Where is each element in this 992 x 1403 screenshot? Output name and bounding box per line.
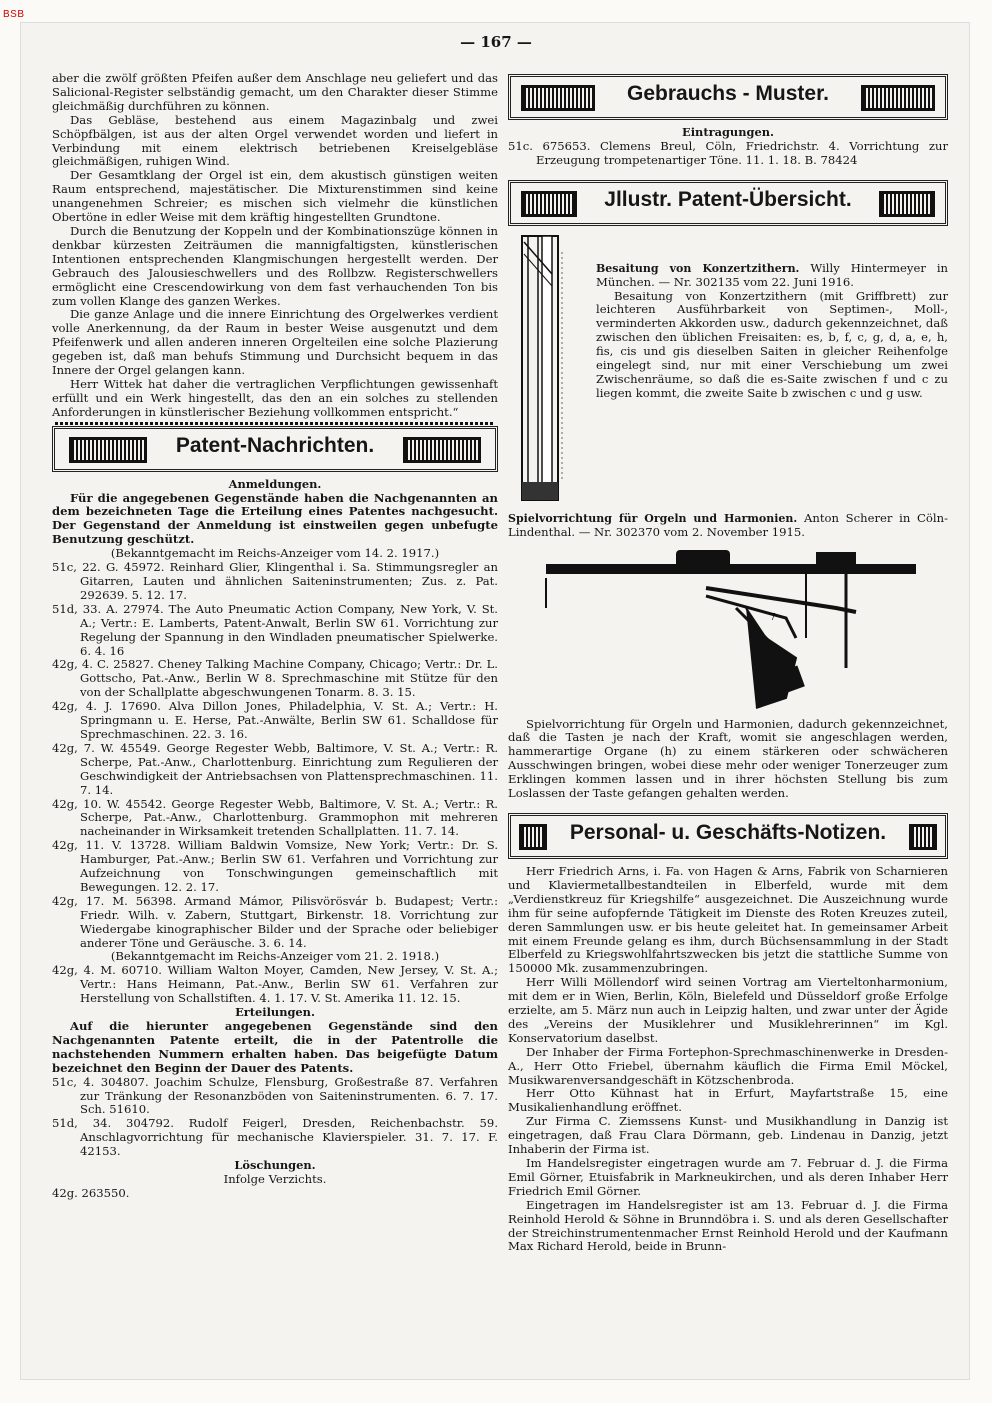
zither-holder: Willy Hintermeyer in München. — Nr. 302135 vom 22. Juni 1916. [596, 260, 949, 289]
publication-notice: (Bekanntgemacht im Reichs-Anzeiger vom 14. 2. 1917.) [110, 546, 440, 561]
intro-paragraph: aber die zwölf größten Pfeifen außer dem Anschlage neu geliefert und das Salicional-Register selbständig gemacht, um den Charakter dieser Stimme gleichmäßig durchführen zu können. [52, 71, 498, 113]
loeschungen-heading: Löschungen. [234, 1158, 316, 1173]
organ-mechanism-diagram [536, 548, 916, 716]
library-tag: BSB [3, 9, 25, 20]
section-title: Patent-Nachrichten. [170, 434, 380, 457]
zither-description: Besaitung von Konzertzithern (mit Griffbrett) zur leichteren Ausführbarkeit von Septimen-, Moll-, verminderten Akkorden usw., dadurch gekennzeichnet, daß zwischen den üblichen Freisaiten: es, b, f, c, g, d, a, e, h, fis, cis und gis dieselben Saiten in gleicher Reihenfolge eingelegt sind, nur mit einer Verschiebung um zwei Zwischenräume, so daß die es-Saite zwischen f und c zu liegen kommt, die zweite Saite b zwischen c und g usw. [596, 288, 948, 400]
erteilungen-intro: Auf die hierunter angegebenen Gegenstände sind den Nachgenannten Patente erteilt, die in der Patentrolle die nachstehenden Nummern erhalten haben. Das beigefügte Datum bezeichnet den Beginn der Dauer des Patents. [52, 1019, 498, 1075]
intro-paragraph: Die ganze Anlage und die innere Einrichtung des Orgelwerkes verdient volle Anerkennung, da der Raum in bester Weise ausgenutzt und dem Pfeifenwerk und allen anderen inneren Orgelteilen eine solche Plazierung gegeben ist, daß man behufs Stimmung und Durchsicht bequem in das Innere der Orgel gelangen kann. [52, 307, 498, 378]
patent-entry: 42g, 4. J. 17690. Alva Dillon Jones, Philadelphia, V. St. A.; Vertr.: H. Springmann u. E. Herse, Pat.-Anwälte, Berlin SW 61. Schalldose für Sprechmaschinen. 22. 3. 16. [52, 699, 498, 741]
anmeldungen-intro: Für die angegebenen Gegenstände haben die Nachgenannten an dem bezeichneten Tage die Erteilung eines Patentes nachgesucht. Der Gegenstand der Anmeldung ist einstweilen gegen unbefugte Benutzung geschützt. [52, 490, 498, 547]
anmeldungen-heading: Anmeldungen. [228, 476, 322, 491]
personal-notizen-header [508, 813, 948, 859]
patent-entry: 42g, 7. W. 45549. George Regester Webb, Baltimore, V. St. A.; Vertr.: R. Scherpe, Pat.-Anw., Charlottenburg. Einrichtung zum Regulieren der Geschwindigkeit der Antriebsachsen von Plattensprechmaschinen. 11. 7. 14. [52, 740, 498, 797]
patent-entry: 51c, 22. G. 45972. Reinhard Glier, Klingenthal i. Sa. Stimmungsregler an Gitarren, Lauten und ähnlichen Saiteninstrumenten; Zus. z. Pat. 292639. 5. 12. 17. [52, 560, 498, 602]
patent-nachrichten-header [52, 426, 498, 472]
patent-entry: 42g, 17. M. 56398. Armand Mámor, Pilisvörösvár b. Budapest; Vertr.: Friedr. Wilh. v. Zabern, Stuttgart, Birkenstr. 18. Vorrichtung zur Wiedergabe kinographischer Bilder und der Sprache oder beliebiger anderer Töne und Geräusche. 3. 6. 14. [52, 893, 498, 950]
patent-entry: 42g, 11. V. 13728. William Baldwin Vomsize, New York; Vertr.: Dr. S. Hamburger, Pat.-Anw.; Berlin SW 61. Verfahren und Vorrichtung zur Aufzeichnung von Tonschwingungen gemeinschaftlich mit Bewegungen. 12. 2. 17. [52, 838, 498, 894]
notice-paragraph: Der Inhaber der Firma Fortephon-Sprechmaschinenwerke in Dresden-A., Herr Otto Friebel, übernahm käuflich die Firma Emil Möckel, Musikwarenversandgeschäft in Kötzschenbroda. [508, 1044, 948, 1087]
zither-diagram [512, 232, 572, 510]
publication-notice: (Bekanntgemacht im Reichs-Anzeiger vom 21. 2. 1918.) [110, 949, 440, 964]
zither-block [508, 232, 948, 512]
patent-entry: 51c, 4. 304807. Joachim Schulze, Flensburg, Großestraße 87. Verfahren zur Tränkung der Resonanzböden von Saiteninstrumenten. 6. 7. 17. Sch. 51610. [52, 1074, 498, 1117]
patent-entry: 42g, 4. C. 25827. Cheney Talking Machine Company, Chicago; Vertr.: Dr. L. Gottscho, Pat.-Anw., Berlin W 8. Sprechmaschine mit Stütze für den von der Schallplatte abgeschwungenen Tonarm. 8. 3. 15. [52, 657, 498, 700]
section-title: Jllustr. Patent-Übersicht. [598, 188, 857, 211]
patent-entry: 42g, 10. W. 45542. George Regester Webb, Baltimore, V. St. A.; Vertr.: R. Scherpe, Pat.-Anw., Charlottenburg. Grammophon mit mehreren nacheinander in Wirksamkeit tretenden Schallplatten. 11. 7. 14. [52, 796, 498, 839]
eintragungen-heading: Eintragungen. [682, 125, 774, 139]
notice-paragraph: Herr Otto Kühnast hat in Erfurt, Mayfartstraße 15, eine Musikalienhandlung eröffnet. [508, 1086, 948, 1115]
intro-paragraph: Herr Wittek hat daher die vertraglichen Verpflichtungen gewissenhaft erfüllt und ein Werk hingestellt, das den an ein solches zu stellenden Anforderungen in künstlerischer Beziehung vollkommen entspricht.“ [52, 376, 498, 419]
section-title: Personal- u. Geschäfts-Notizen. [564, 821, 892, 844]
organ-description: Spielvorrichtung für Orgeln und Harmonien, dadurch gekennzeichnet, daß die Tasten je nach der Kraft, womit sie angeschlagen werden, hammerartige Organe (h) zu einem stärkeren oder schwächeren Ausschwingen bringen, wobei diese mehr oder weniger Tonerzeuger zum Erklingen kommen lassen und in ihrer höchsten Stellung bis zum Loslassen der Taste gefangen gehalten werden. [508, 716, 948, 801]
page-number: — 167 — [460, 33, 532, 51]
erteilungen-heading: Erteilungen. [235, 1005, 315, 1020]
figure-label: 7 [770, 612, 776, 623]
organ-holder: Anton Scherer in Cöln-Lindenthal. — Nr. 302370 vom 2. November 1915. [508, 510, 948, 539]
notice-paragraph: Herr Friedrich Arns, i. Fa. von Hagen & Arns, Fabrik von Scharnieren und Klaviermetallbestandteilen in Elberfeld, wurde mit dem „Verdienstkreuz für Kriegshilfe“ ausgezeichnet. Die Auszeichnung wurde ihm für seine aufopfernde Tätigkeit im Dienste des Roten Kreuzes zuteil, deren Sammlungen usw. er bis heute geleitet hat. In gemeinsamer Arbeit mit einem Freunde gelang es ihm, durch Büchsensammlung in der Stadt Elberfeld zu Kriegswohlfahrtszwecken bis jetzt die stattliche Summe von 150000 Mk. zusammenzubringen. [508, 863, 948, 976]
patent-entry: 51d, 34. 304792. Rudolf Feigerl, Dresden, Reichenbachstr. 59. Anschlagvorrichtung für mechanische Klavierspieler. 31. 7. 17. F. 42153. [52, 1116, 498, 1159]
zither-title: Besaitung von Konzertzithern. [596, 261, 800, 275]
intro-paragraph: Der Gesamtklang der Orgel ist ein, dem akustisch günstigen weiten Raum entsprechend, majestätischer. Die Mixturenstimmen sind keine unangenehmen Schreier; es mischen sich vielmehr die künstlichen Obertöne in edler Weise mit dem kräftig hingestellten Grundtone. [52, 168, 498, 225]
section-title: Gebrauchs - Muster. [621, 82, 835, 105]
patent-entry: 51d, 33. A. 27974. The Auto Pneumatic Action Company, New York, V. St. A.; Vertr.: E. Lamberts, Patent-Anwalt, Berlin SW 61. Vorrichtung zur Regelung der Spannung in den Windladen pneumatischer Spielwerke. 6. 4. 16 [52, 601, 498, 658]
organ-title: Spielvorrichtung für Orgeln und Harmonien. [508, 511, 798, 525]
gebrauchsmuster-entry: 51c. 675653. Clemens Breul, Cöln, Friedrichstr. 4. Vorrichtung zur Erzeugung trompetenartiger Töne. 11. 1. 18. B. 78424 [508, 138, 948, 167]
gebrauchsmuster-header [508, 74, 948, 120]
intro-paragraph: Das Gebläse, bestehend aus einem Magazinbalg und zwei Schöpfbälgen, ist aus der alten Orgel verwendet worden und liefert in Verbindung mit einem elektrisch betriebenen Kreiselgebläse gleichmäßigen, ruhigen Wind. [52, 112, 498, 169]
notice-paragraph: Zur Firma C. Ziemssens Kunst- und Musikhandlung in Danzig ist eingetragen, daß Frau Clara Dörmann, geb. Lindenau in Danzig, jetzt Inhaberin der Firma ist. [508, 1114, 948, 1157]
patent-uebersicht-header [508, 180, 948, 226]
patent-entry: 42g, 4. M. 60710. William Walton Moyer, Camden, New Jersey, V. St. A.; Vertr.: Hans Heimann, Pat.-Anw., Berlin SW 61. Verfahren zur Herstellung von Schallstiften. 4. 1. 17. V. St. Amerika 11. 12. 15. [52, 963, 498, 1006]
left-column [52, 72, 498, 1201]
notice-paragraph: Herr Willi Möllendorf wird seinen Vortrag am Vierteltonharmonium, mit dem er in Wien, Berlin, Köln, Bielefeld und Düsseldorf große Erfolge erzielte, am 5. März nun auch in Leipzig halten, und zwar unter der Ägide des „Vereins der Musiklehrer und Musiklehrerinnen“ im Kgl. Konservatorium daselbst. [508, 975, 948, 1045]
intro-paragraph: Durch die Benutzung der Koppeln und der Kombinationszüge können in denkbar kürzesten Zeiträumen die mannigfaltigsten, künstlerischen Intentionen entsprechenden Klangmischungen hergestellt werden. Der Gebrauch des Jalousieschwellers und des Rollbzw. Registerschwellers ermöglicht eine Crescendowirkung von dem fast verhauchenden Ton bis zum vollen Klange des ganzen Werkes. [52, 223, 498, 308]
loeschungen-subheading: Infolge Verzichts. [223, 1171, 327, 1186]
right-column [508, 72, 948, 1254]
notice-paragraph: Im Handelsregister eingetragen wurde am 7. Februar d. J. die Firma Emil Görner, Etuisfabrik in Markneukirchen, und als deren Inhaber Herr Friedrich Emil Görner. [508, 1156, 948, 1198]
notice-paragraph: Eingetragen im Handelsregister ist am 13. Februar d. J. die Firma Reinhold Herold & Söhne in Brunndöbra i. S. und als deren Gesellschafter der Streichinstrumentenmacher Ernst Reinhold Herold und der Kaufmann Max Richard Herold, beide in Brunn- [508, 1197, 948, 1254]
dotted-rule [55, 422, 495, 425]
patent-entry: 42g. 263550. [52, 1185, 130, 1200]
